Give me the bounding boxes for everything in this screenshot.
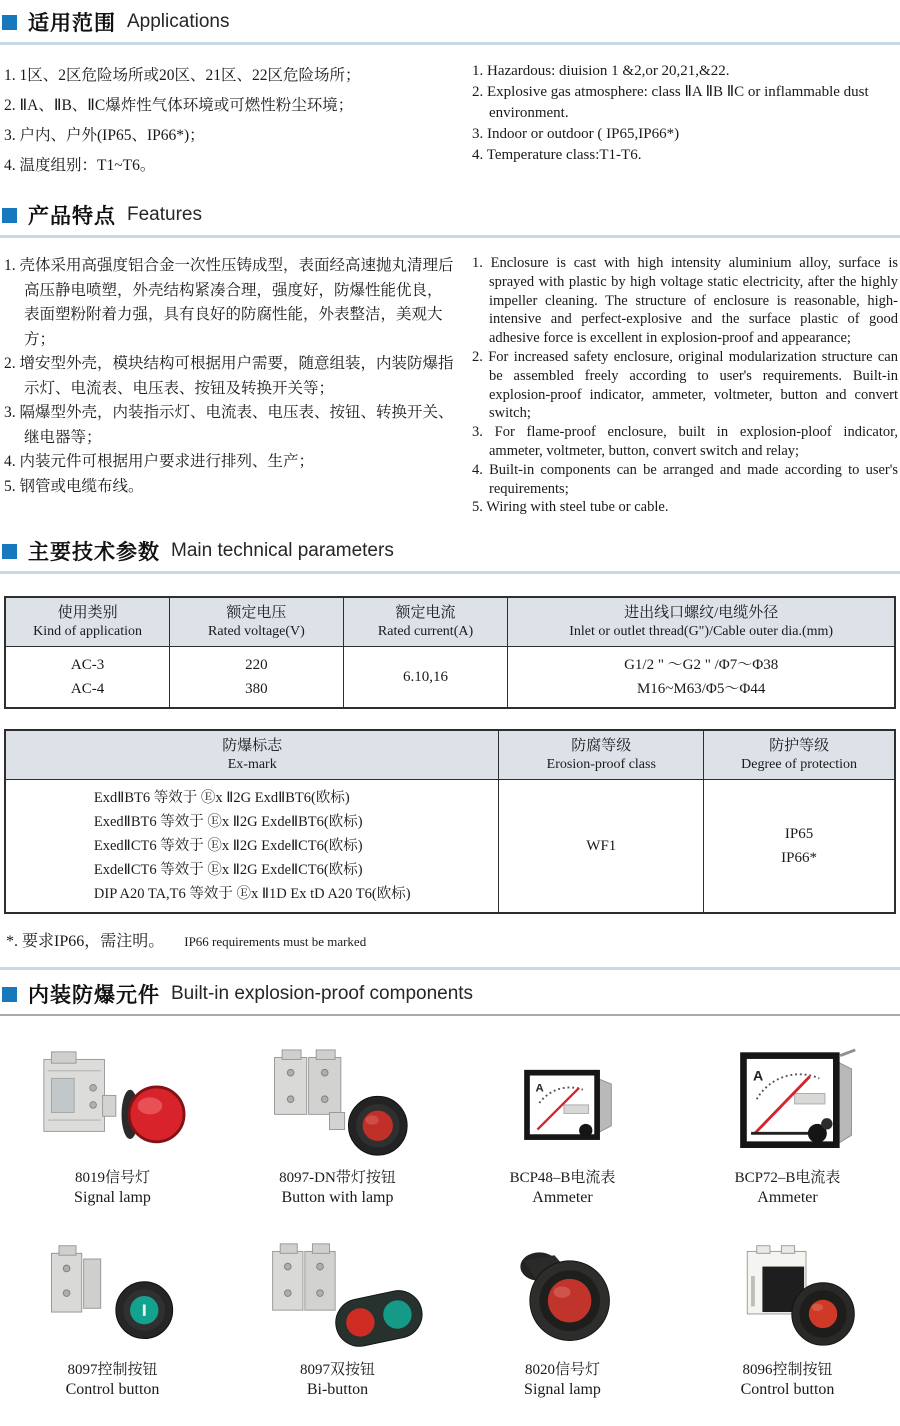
product-card — [450, 1234, 675, 1400]
signal-lamp-8020-image — [473, 1237, 653, 1353]
bi-button-8097-image — [248, 1237, 428, 1353]
cell-line: DIP A20 TA,T6 等效于 Ⓔx Ⅱ1D Ex tD A20 T6(欧标) — [93, 886, 411, 903]
list-item: 1. 壳体采用高强度铝合金一次性压铸成型，表面经高速抛丸清理后高压静电喷塑，外壳结构紧凑合理，强度好，防爆性能优良，表面塑粉附着力强，具有良好的防腐性能，外表整洁，美观大方； — [4, 257, 454, 348]
product-caption-zh: 8097控制按钮 — [67, 1362, 158, 1379]
product-card — [675, 1234, 900, 1400]
product-caption-zh: 8019信号灯 — [74, 1170, 150, 1187]
components-grid — [0, 1042, 900, 1426]
section-title-zh: 适用范围 — [28, 12, 116, 35]
list-item: 3. Indoor or outdoor ( IP65,IP66*) — [472, 126, 680, 142]
features-list-en — [472, 254, 898, 517]
section-header-applications — [0, 0, 900, 45]
features-list-zh — [4, 254, 454, 517]
product-caption-en: Ammeter — [757, 1189, 818, 1207]
cell-line: ExedⅡBT6 等效于 Ⓔx Ⅱ2G ExdeⅡBT6(欧标) — [93, 814, 363, 831]
section-divider — [0, 967, 900, 970]
column-header — [704, 730, 895, 780]
list-item: 4. Built-in components can be arranged and made according to user's requirements; — [472, 461, 898, 497]
product-card — [0, 1042, 225, 1208]
list-item: 1. Enclosure is cast with high intensity aluminium alloy, surface is sprayed with plastic by high voltage static electricity, after the highly impeller cleaning. The structure of enclosure is reasonable, high-intensive and perfect-explosive and the surface plastic of good adhesive force is excellent in explosion-proof and appearance; — [472, 255, 898, 347]
header-zh: 进出线口螺纹/电缆外径 — [624, 605, 779, 622]
product-card — [225, 1042, 450, 1208]
cell-line: ExdⅡBT6 等效于 Ⓔx Ⅱ2G ExdⅡBT6(欧标) — [93, 790, 350, 807]
section-title-en: Features — [127, 204, 202, 225]
ammeter-bcp72-image — [698, 1045, 878, 1161]
voltage-cell — [170, 647, 344, 709]
header-en: Kind of application — [33, 624, 142, 640]
blue-square-bullet-icon — [2, 15, 17, 30]
blue-square-bullet-icon — [2, 987, 17, 1002]
header-en: Rated current(A) — [377, 624, 474, 640]
table-row — [5, 647, 895, 709]
cell-line: IP66* — [781, 850, 817, 867]
column-header — [499, 730, 704, 780]
list-item: 2. For increased safety enclosure, original modularization structure can be assembled freely according to user's requirements. Built-in explosion-proof indicator, ammeter, voltmeter, button and convert switch; — [472, 348, 898, 422]
section-title-en: Applications — [127, 11, 230, 32]
table-header-row — [5, 730, 895, 780]
product-card — [450, 1042, 675, 1208]
product-caption-en: Button with lamp — [281, 1189, 394, 1207]
list-item: 4. Temperature class:T1-T6. — [472, 147, 642, 163]
footnote-en: IP66 requirements must be marked — [184, 934, 367, 950]
product-image-wrap — [23, 1234, 203, 1356]
header-en: Degree of protection — [741, 757, 857, 773]
column-header — [343, 597, 508, 647]
product-caption-en: Signal lamp — [74, 1189, 151, 1207]
table-row — [5, 780, 895, 914]
product-caption-en: Signal lamp — [524, 1381, 601, 1399]
product-image-wrap — [698, 1234, 878, 1356]
header-zh: 防护等级 — [769, 738, 830, 755]
list-item: 5. Wiring with steel tube or cable. — [472, 499, 669, 516]
cell-line: AC-3 — [70, 657, 105, 674]
cell-line: 380 — [245, 681, 268, 698]
list-item: 2. Explosive gas atmosphere: class ⅡA ⅡB ⅡC or inflammable dust environment. — [472, 84, 869, 121]
cell-line: ExedⅡCT6 等效于 Ⓔx Ⅱ2G ExdeⅡCT6(欧标) — [93, 838, 363, 855]
header-zh: 防爆标志 — [222, 738, 283, 755]
erosion-cell: WF1 — [499, 780, 704, 914]
applications-list-zh — [4, 61, 454, 181]
cell-line: AC-4 — [70, 681, 105, 698]
list-item: 2. ⅡA、ⅡB、ⅡC爆炸性气体环境或可燃性粉尘环境； — [4, 97, 354, 114]
applications-content — [0, 45, 900, 187]
header-zh: 额定电压 — [226, 605, 287, 622]
current-cell: 6.10,16 — [343, 647, 508, 709]
ex-mark-cell — [5, 780, 499, 914]
section-title-en: Built-in explosion-proof components — [171, 983, 474, 1005]
list-item: 2. 增安型外壳，模块结构可根据用户需要，随意组装，内装防爆指示灯、电流表、电压表、按钮及转换开关等； — [4, 355, 454, 397]
applications-list-en — [472, 61, 898, 181]
header-en: Erosion-proof class — [546, 757, 656, 773]
product-caption-en: Control button — [740, 1381, 835, 1399]
ex-mark-table — [4, 729, 896, 914]
header-zh: 额定电流 — [395, 605, 456, 622]
column-header — [170, 597, 344, 647]
header-en: Inlet or outlet thread(G")/Cable outer dia.(mm) — [569, 624, 834, 640]
control-button-8097-image — [23, 1237, 203, 1353]
product-image-wrap — [248, 1234, 428, 1356]
blue-square-bullet-icon — [2, 208, 17, 223]
svg-text:A: A — [752, 1068, 763, 1085]
product-image-wrap — [473, 1042, 653, 1164]
section-title-zh: 产品特点 — [28, 205, 116, 228]
section-header-components — [0, 972, 900, 1016]
cell-line: ExdeⅡCT6 等效于 Ⓔx Ⅱ2G ExdeⅡCT6(欧标) — [93, 862, 363, 879]
cell-line: 220 — [245, 657, 268, 674]
product-card — [675, 1042, 900, 1208]
cell-line: M16~M63/Φ5～Φ44 — [636, 681, 766, 698]
ex-mark-lines — [94, 786, 411, 906]
control-button-8096-image — [698, 1237, 878, 1353]
product-image-wrap — [248, 1042, 428, 1164]
column-header — [5, 730, 499, 780]
kind-cell — [5, 647, 170, 709]
product-image-wrap — [23, 1042, 203, 1164]
section-title-en: Main technical parameters — [171, 540, 394, 562]
list-item: 4. 内装元件可根据用户要求进行排列、生产； — [4, 453, 315, 470]
product-caption-en: Control button — [65, 1381, 160, 1399]
column-header — [5, 597, 170, 647]
ammeter-bcp48-image — [473, 1045, 653, 1161]
signal-lamp-8019-image — [23, 1045, 203, 1161]
header-en: Rated voltage(V) — [208, 624, 305, 640]
button-with-lamp-8097dn-image — [248, 1045, 428, 1161]
product-caption-zh: BCP48–B电流表 — [509, 1170, 616, 1187]
column-header — [508, 597, 895, 647]
header-zh: 防腐等级 — [571, 738, 632, 755]
list-item: 5. 钢管或电缆布线。 — [4, 477, 144, 495]
footnote-zh: *. 要求IP66，需注明。 — [6, 933, 165, 951]
product-caption-zh: 8020信号灯 — [524, 1362, 600, 1379]
svg-text:A: A — [535, 1082, 544, 1095]
list-item: 3. 户内、户外(IP65、IP66*)； — [4, 127, 205, 144]
list-item: 3. 隔爆型外壳，内装指示灯、电流表、电压表、按钮、转换开关、继电器等； — [4, 404, 454, 446]
section-title-zh: 内装防爆元件 — [28, 984, 160, 1008]
product-caption-en: Ammeter — [532, 1189, 593, 1207]
protection-cell — [704, 780, 895, 914]
product-card — [225, 1234, 450, 1400]
product-caption-zh: 8097双按钮 — [299, 1362, 375, 1379]
list-item: 4. 温度组别：T1~T6。 — [4, 157, 156, 174]
header-en: Ex-mark — [227, 757, 277, 773]
ratings-table — [4, 596, 896, 709]
product-caption-zh: 8096控制按钮 — [742, 1362, 833, 1379]
product-caption-zh: BCP72–B电流表 — [734, 1170, 841, 1187]
product-image-wrap — [473, 1234, 653, 1356]
list-item: 1. Hazardous: diuision 1 &2,or 20,21,&22. — [472, 63, 730, 79]
table-header-row — [5, 597, 895, 647]
section-title-zh: 主要技术参数 — [28, 541, 160, 565]
product-caption-en: Bi-button — [306, 1381, 369, 1399]
product-card — [0, 1234, 225, 1400]
section-header-features — [0, 193, 900, 238]
cell-line: IP65 — [784, 826, 814, 843]
features-content — [0, 238, 900, 523]
product-image-wrap — [698, 1042, 878, 1164]
thread-cell — [508, 647, 895, 709]
list-item: 3. For flame-proof enclosure, built in explosion-ploof indicator, ammeter, voltmeter, button, convert switch and relay; — [472, 424, 898, 459]
section-header-parameters — [0, 529, 900, 574]
blue-square-bullet-icon — [2, 544, 17, 559]
product-caption-zh: 8097-DN带灯按钮 — [279, 1170, 396, 1187]
footnote — [0, 914, 900, 951]
cell-line: G1/2 " ～G2 " /Φ7～Φ38 — [624, 657, 779, 674]
header-zh: 使用类别 — [57, 605, 118, 622]
list-item: 1. 1区、2区危险场所或20区、21区、22区危险场所； — [4, 67, 361, 84]
